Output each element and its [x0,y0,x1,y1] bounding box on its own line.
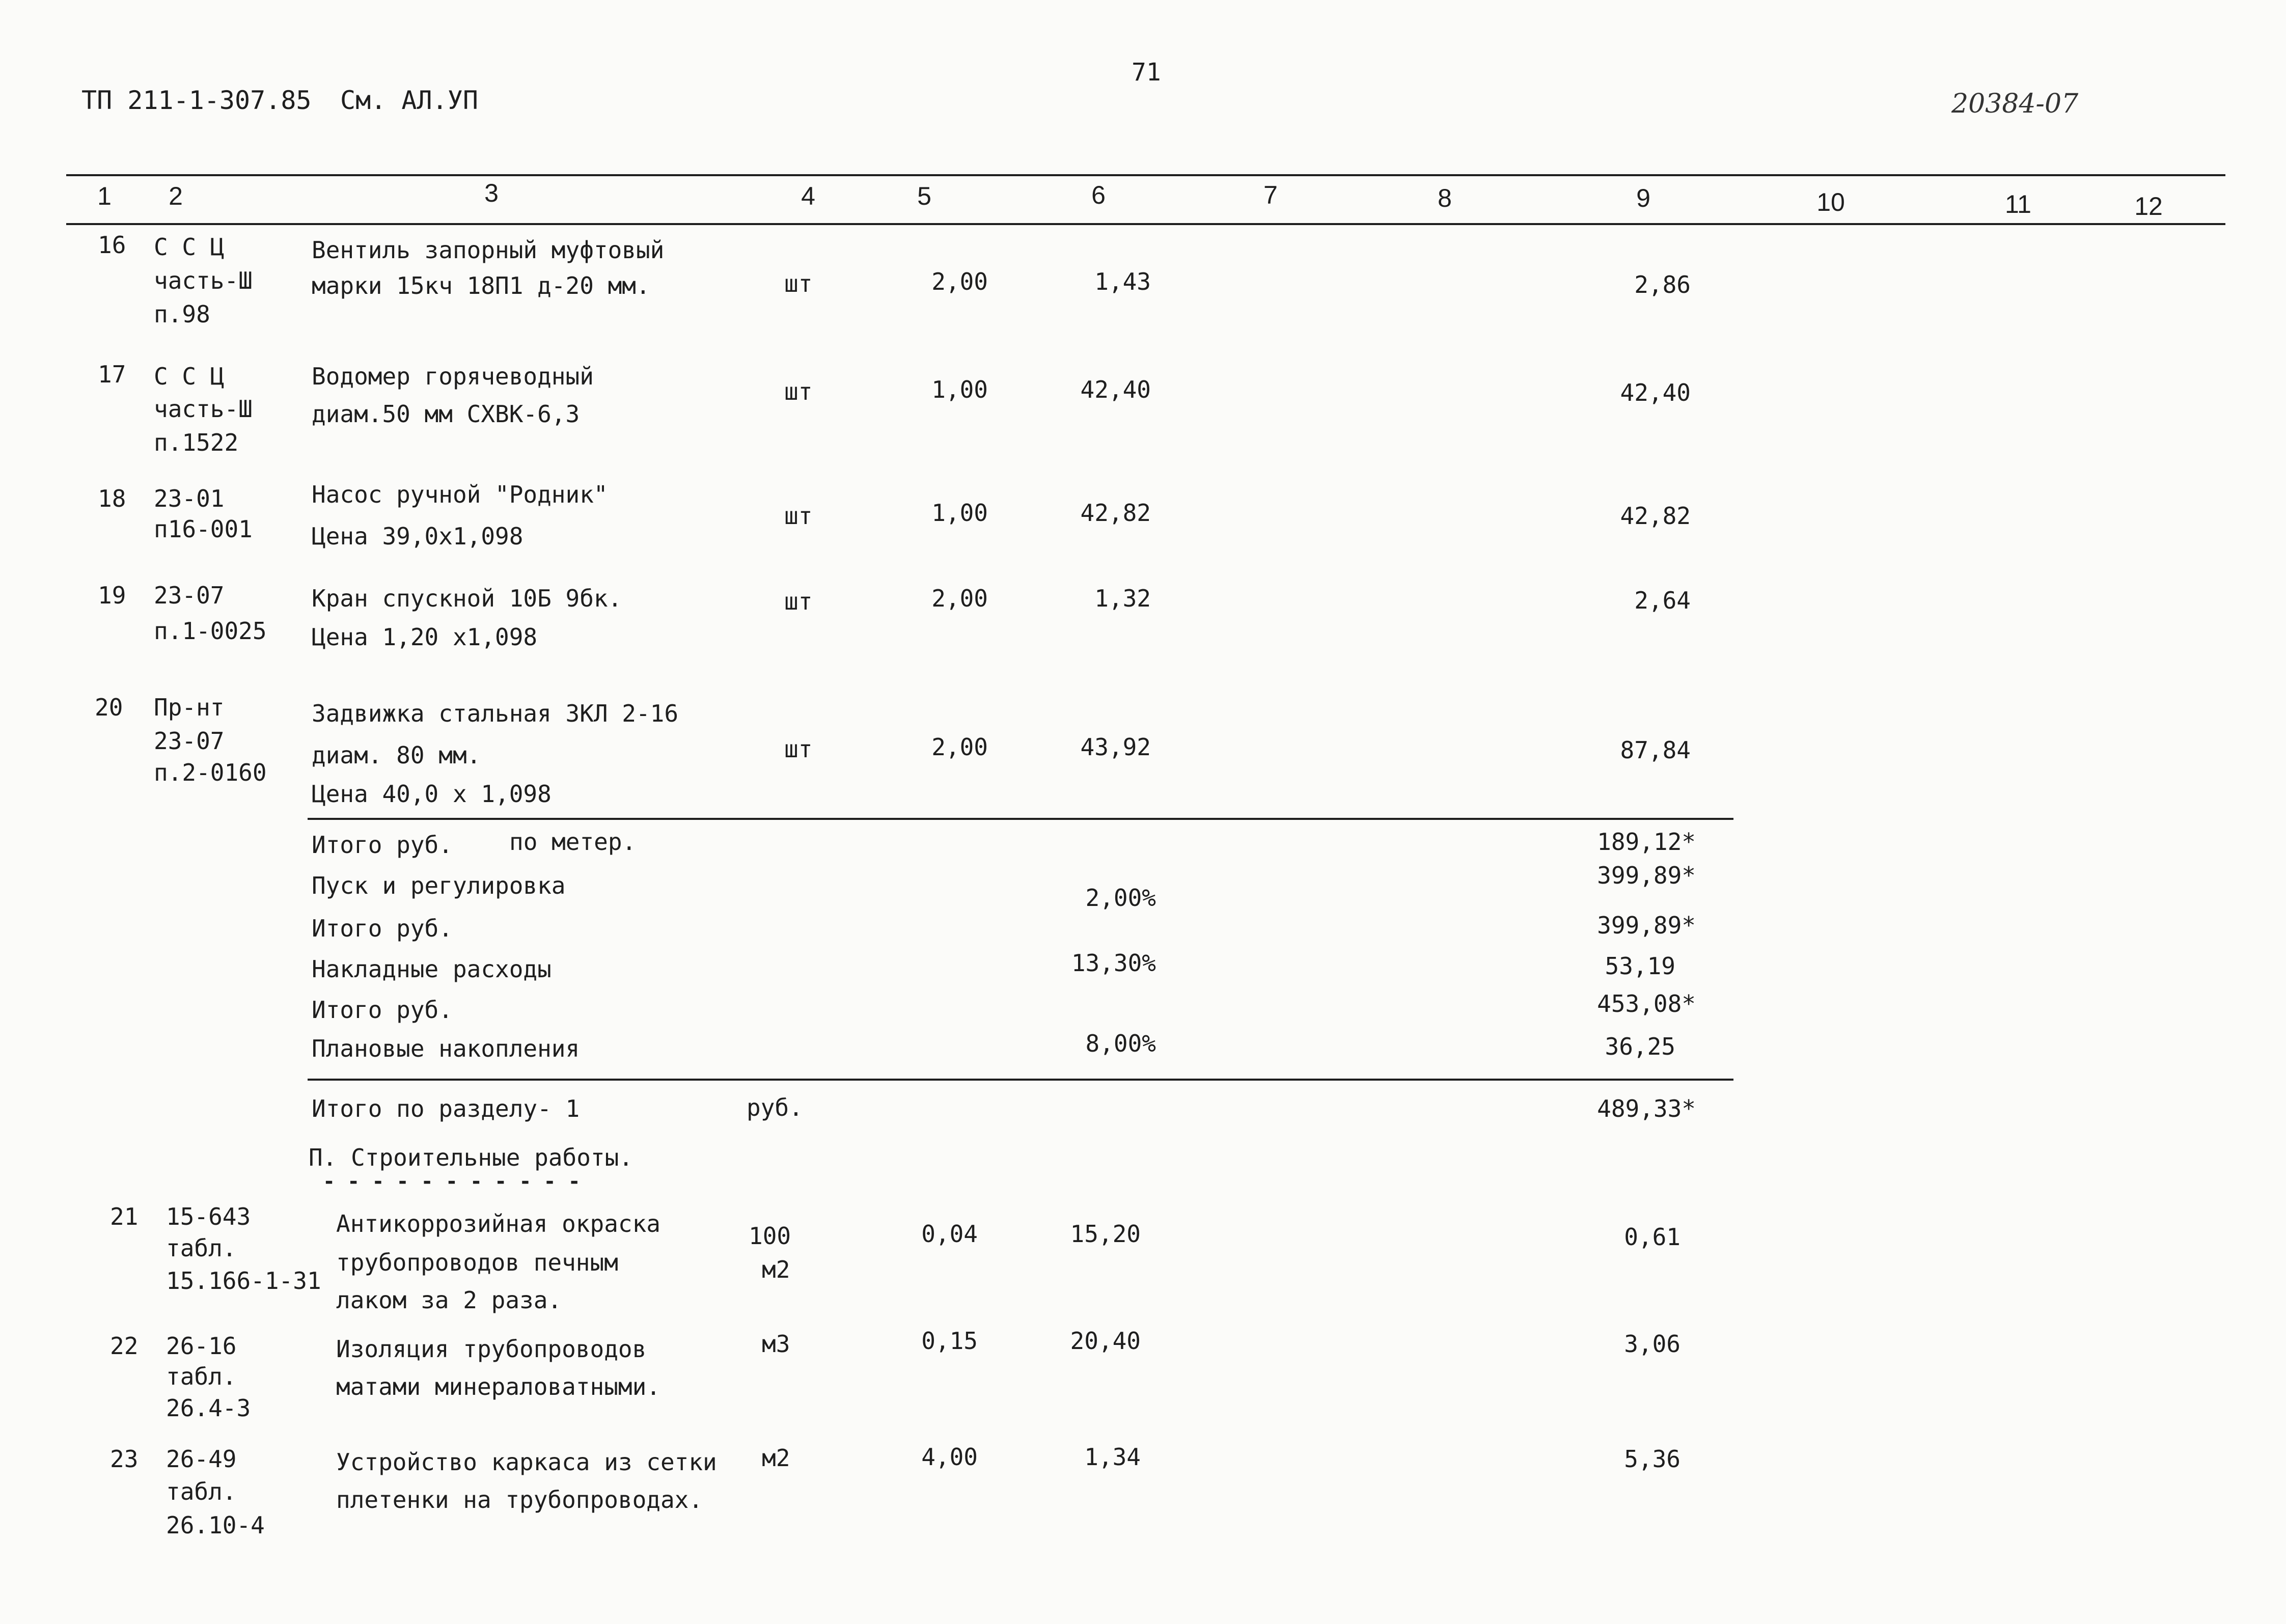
section-total-unit: руб. [747,1094,803,1121]
summary-percent: 2,00% [1085,884,1156,912]
row-total: 42,40 [1620,379,1691,406]
section-two-underline: - - - - - - - - - - - [323,1170,581,1193]
unit: м3 [762,1330,790,1358]
unit-price: 15,20 [1070,1220,1141,1248]
description-line: Изоляция трубопроводов [336,1335,647,1363]
summary-value: 399,89* [1597,862,1696,889]
quantity: 2,00 [931,585,988,612]
row-number: 19 [98,582,126,609]
section-total-value: 489,33* [1597,1095,1696,1122]
unit: м2 [762,1256,790,1283]
quantity: 1,00 [931,376,988,403]
quantity: 0,15 [921,1327,978,1355]
row-total: 2,86 [1634,271,1691,298]
quantity: 0,04 [921,1220,978,1248]
quantity: 2,00 [931,733,988,761]
description-line: плетенки на трубопроводах. [336,1486,703,1513]
row-total: 0,61 [1624,1223,1681,1251]
unit-price: 42,40 [1080,376,1151,403]
col-header-2: 2 [169,182,183,210]
unit-price: 20,40 [1070,1327,1141,1355]
doc-code: ТП 211-1-307.85 [81,86,312,115]
row-total: 2,64 [1634,587,1691,614]
unit-price: 1,32 [1094,585,1151,612]
row-total: 87,84 [1620,736,1691,764]
row-number: 16 [98,231,126,259]
summary-percent: 8,00% [1085,1030,1156,1057]
col-header-7: 7 [1263,181,1278,209]
col-header-12: 12 [2134,192,2163,221]
description-line: Цена 1,20 х1,098 [312,623,538,651]
summary-label: Пуск и регулировка [312,872,566,899]
basis-line: часть-Ш [154,395,253,423]
basis-line: п.1-0025 [154,617,267,645]
basis-line: Пр-нт [154,694,225,721]
summary-percent: 13,30% [1071,949,1156,977]
unit-price: 43,92 [1080,733,1151,761]
row-number: 20 [95,694,123,721]
summary-label: Накладные расходы [312,955,552,983]
col-header-6: 6 [1091,181,1106,209]
page-number: 71 [1132,58,1161,87]
col-header-4: 4 [801,182,815,210]
basis-line: табл. [166,1478,237,1505]
basis-line: 26-16 [166,1332,237,1360]
unit-price: 42,82 [1080,499,1151,527]
header-top-rule [66,174,2225,176]
basis-line: 26-49 [166,1445,237,1473]
row-number: 22 [110,1332,139,1360]
description-line: Задвижка стальная 3КЛ 2-16 [312,700,679,727]
unit-price: 1,43 [1094,268,1151,295]
quantity: 4,00 [921,1443,978,1471]
basis-line: 26.10-4 [166,1511,265,1539]
summary-value: 453,08* [1597,990,1696,1017]
basis-line: С С Ц [154,233,225,261]
description-line: диам. 80 мм. [312,741,481,769]
quantity: 1,00 [931,499,988,527]
basis-line: С С Ц [154,363,225,390]
section-total-rule [308,1079,1733,1081]
row-number: 18 [98,485,126,512]
description-line: трубопроводов печным [336,1249,618,1276]
summary-value: 399,89* [1597,912,1696,939]
description-line: Насос ручной "Родник" [312,481,608,508]
col-header-8: 8 [1438,184,1452,212]
summary-note: по метер. [509,828,637,856]
col-header-3: 3 [484,179,499,207]
row-number: 21 [110,1203,139,1230]
col-header-9: 9 [1636,184,1650,212]
basis-line: п.98 [154,300,210,328]
col-header-1: 1 [97,182,112,210]
basis-line: 23-01 [154,485,225,512]
description-line: Антикоррозийная окраска [336,1210,660,1237]
row-number: 17 [98,361,126,388]
summary-label: Плановые накопления [312,1035,580,1062]
section-two-title: П. Строительные работы. [309,1144,633,1171]
unit: шт [784,502,813,530]
col-header-5: 5 [917,182,931,210]
summary-value: 53,19 [1605,952,1675,980]
description-line: Водомер горячеводный [312,363,594,390]
row-total: 42,82 [1620,502,1691,530]
unit: шт [784,378,813,405]
basis-line: 15-643 [166,1203,251,1230]
basis-line: п16-001 [154,515,253,543]
basis-line: табл. [166,1234,237,1262]
description-line: матами минераловатными. [336,1373,660,1400]
summary-label: Итого руб. [312,996,453,1024]
description-line: марки 15кч 18П1 д-20 мм. [312,272,650,299]
summary-top-rule [308,818,1733,820]
unit: м2 [762,1444,790,1472]
sheet-reference: См. АЛ.УП [340,86,478,115]
basis-line: табл. [166,1363,237,1390]
summary-label: Итого руб. [312,915,453,942]
description-line: Вентиль запорный муфтовый [312,236,665,264]
description-line: Цена 40,0 х 1,098 [312,780,552,808]
unit-price: 1,34 [1084,1443,1141,1471]
basis-line: 23-07 [154,727,225,755]
basis-line: п.2-0160 [154,759,267,786]
row-total: 5,36 [1624,1445,1681,1473]
description-line: Устройство каркаса из сетки [336,1448,717,1476]
description-line: Кран спускной 10Б 9бк. [312,585,622,612]
col-header-10: 10 [1816,188,1845,216]
row-total: 3,06 [1624,1330,1681,1358]
row-number: 23 [110,1445,139,1473]
basis-line: 15.166-1-31 [166,1267,321,1295]
unit: шт [784,735,813,763]
description-line: Цена 39,0х1,098 [312,522,524,550]
basis-line: п.1522 [154,429,239,456]
section-total-label: Итого по разделу- 1 [312,1095,580,1122]
summary-value: 36,25 [1605,1033,1675,1060]
col-header-11: 11 [2005,190,2031,218]
basis-line: 26.4-3 [166,1394,251,1422]
unit: шт [784,588,813,615]
unit: 100 [749,1222,791,1250]
unit: шт [784,270,813,297]
quantity: 2,00 [931,268,988,295]
description-line: диам.50 мм СХВК-6,3 [312,400,580,428]
summary-value: 189,12* [1597,828,1696,856]
archive-number: 20384-07 [1951,89,2079,119]
description-line: лаком за 2 раза. [336,1286,562,1314]
summary-label: Итого руб. [312,831,453,859]
basis-line: часть-Ш [154,267,253,294]
basis-line: 23-07 [154,582,225,609]
header-bottom-rule [66,223,2225,225]
